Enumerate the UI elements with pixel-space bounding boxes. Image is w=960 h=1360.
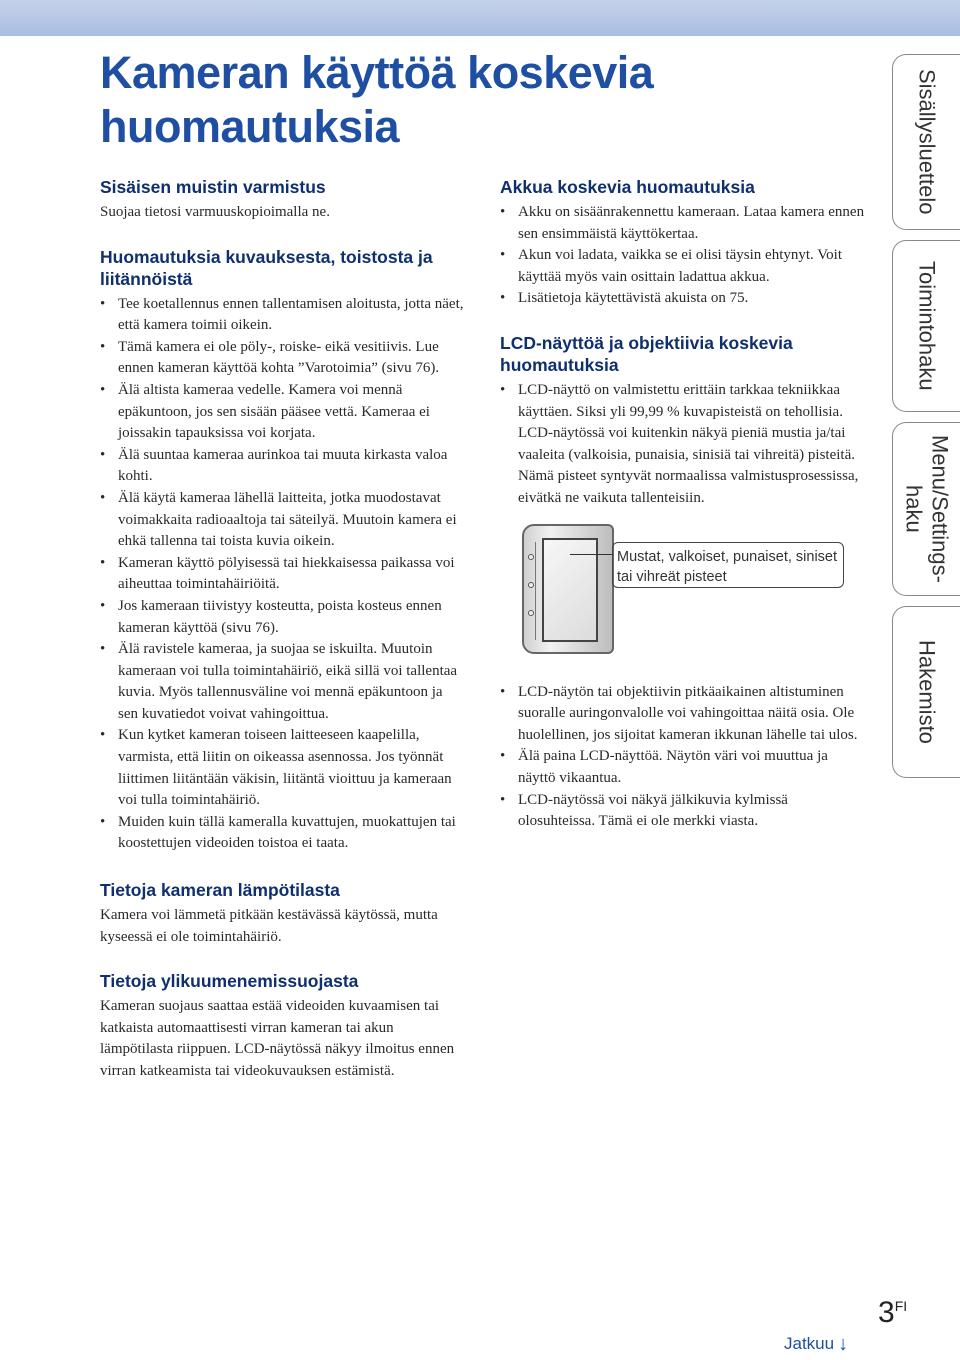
section-heading: Sisäisen muistin varmistus [100,177,326,197]
page-title: Kameran käyttöä koskevia huomautuksia [100,47,654,152]
section-shooting-notes [100,246,464,855]
callout-leader-line [570,554,612,555]
section-internal-memory [100,176,464,224]
tab-label: Menu/Settings- haku [901,435,953,583]
list-item: • Älä käytä kameraa lähellä laitteita, jotka muodostavat voimakkaita radioaaltoja tai säteilyä. Muutoin kamera ei ehkä tallenna tai toista kuvia oikein. [100,488,464,553]
section-camera-temperature [100,879,464,948]
arrow-down-icon: ↓ [838,1333,849,1355]
list-item: • Akku on sisäänrakennettu kameraan. Lataa kamera ennen sen ensimmäistä käyttökertaa. [500,202,865,245]
section-heading: Akkua koskevia huomautuksia [500,177,755,197]
tab-index[interactable] [892,606,960,778]
list-item: • Älä ravistele kameraa, ja suojaa se iskuilta. Muutoin kameraan voi tulla toimintahäiriö, eikä sillä voi tallentaa kuvia. Myös tallennusväline voi mennä epäkuntoon ja sen kuvatiedot voivat vahingoittua. [100,639,464,725]
list-item: • LCD-näyttö on valmistettu erittäin tarkkaa tekniikkaa käyttäen. Siksi yli 99,99 % kuvapisteistä on tehollisia. LCD-näytössä voi kuitenkin näkyä pieniä mustia ja/tai vaaleita (valkoisia, punaisia, sinisiä tai vihreitä) pisteitä. Nämä pisteet syntyvät normaalissa valmistusprosessissa, eivätkä ne vaikuta tallenteisiin. [500,380,865,510]
tab-label: Sisällysluettelo [914,69,940,215]
bullet-list [500,682,865,833]
camera-button [528,582,534,588]
right-column [500,176,865,855]
left-column [100,176,464,1105]
list-item: • Akun voi ladata, vaikka se ei olisi täysin ehtynyt. Voit käyttää myös vain osittain ladattua akkua. [500,245,865,288]
section-lcd-lens [500,332,865,833]
section-heading: Tietoja kameran lämpötilasta [100,880,340,901]
list-item: • Jos kameraan tiivistyy kosteutta, poista kosteus ennen kameran käyttöä (sivu 76). [100,596,464,639]
bullet-list [500,202,865,310]
tab-label: Hakemisto [914,640,940,744]
top-banner [0,0,960,36]
bullet-list [100,294,464,855]
list-item: • Kameran käyttö pölyisessä tai hiekkaisessa paikassa voi aiheuttaa toimintahäiriöitä. [100,553,464,596]
list-item: • Älä altista kameraa vedelle. Kamera voi mennä epäkuntoon, jos sen sisään pääsee vettä. Kameraa ei joissakin tapauksissa voi korjata. [100,380,464,445]
section-heading: Tietoja ylikuumenemissuojasta [100,971,359,992]
list-item: • Älä paina LCD-näyttöä. Näytön väri voi muuttua ja näyttö vikaantua. [500,746,865,789]
continue-link[interactable] [784,1334,848,1354]
tab-contents[interactable] [892,54,960,230]
figure-callout: Mustat, valkoiset, punaiset, siniset tai vihreät pisteet [612,542,844,588]
list-item: • Muiden kuin tällä kameralla kuvattujen, muokattujen tai koostettujen videoiden toistoa ei taata. [100,812,464,855]
page-number [878,1296,907,1330]
section-overheat-protection [100,970,464,1082]
section-text: Kamera voi lämmetä pitkään kestävässä käytössä, mutta kyseessä ei ole toimintahäiriö. [100,907,438,945]
tab-label: Toimintohaku [914,261,940,391]
bullet-list [500,380,865,510]
camera-button [528,554,534,560]
section-heading: LCD-näyttöä ja objektiivia koskevia huomautuksia [500,332,793,375]
list-item: • Tämä kamera ei ole pöly-, roiske- eikä vesitiivis. Lue ennen kameran käyttöä kohta ”Varotoimia” (sivu 76). [100,337,464,380]
section-text: Suojaa tietosi varmuuskopioimalla ne. [100,204,330,220]
page-number-value: 3 [878,1296,895,1329]
camera-illustration [500,524,865,672]
section-heading: Huomautuksia kuvauksesta, toistosta ja liitännöistä [100,246,433,289]
list-item: • Kun kytket kameran toiseen laitteeseen kaapelilla, varmista, että liitin on oikeassa asennossa. Jos työnnät liittimen liitäntään väkisin, liitäntä vioittuu ja kameraan voi tulla toimintahäiriö. [100,725,464,811]
list-item: • LCD-näytön tai objektiivin pitkäaikainen altistuminen suoralle auringonvalolle voi vahingoittaa näitä osia. Ole huolellinen, jos sijoitat kameran ikkunan lähelle tai ulos. [500,682,865,747]
list-item: • Älä suuntaa kameraa aurinkoa tai muuta kirkasta valoa kohti. [100,445,464,488]
page-language-suffix: FI [894,1298,908,1314]
list-item: • Lisätietoja käytettävistä akuista on 75. [500,288,865,310]
tab-menu-settings-search[interactable] [892,422,960,596]
camera-button [528,610,534,616]
list-item: • Tee koetallennus ennen tallentamisen aloitusta, jotta näet, että kamera toimii oikein. [100,294,464,337]
section-battery [500,176,865,310]
section-text: Kameran suojaus saattaa estää videoiden kuvaamisen tai katkaista automaattisesti virran kameran tai akun lämpötilasta riippuen. LCD-näytössä näkyy ilmoitus ennen virran katkeamista tai videokuvauksen estämistä. [100,998,455,1079]
tab-function-search[interactable] [892,240,960,412]
list-item: • LCD-näytössä voi näkyä jälkikuvia kylmissä olosuhteissa. Tämä ei ole merkki viasta. [500,790,865,833]
continue-label: Jatkuu [784,1334,835,1353]
